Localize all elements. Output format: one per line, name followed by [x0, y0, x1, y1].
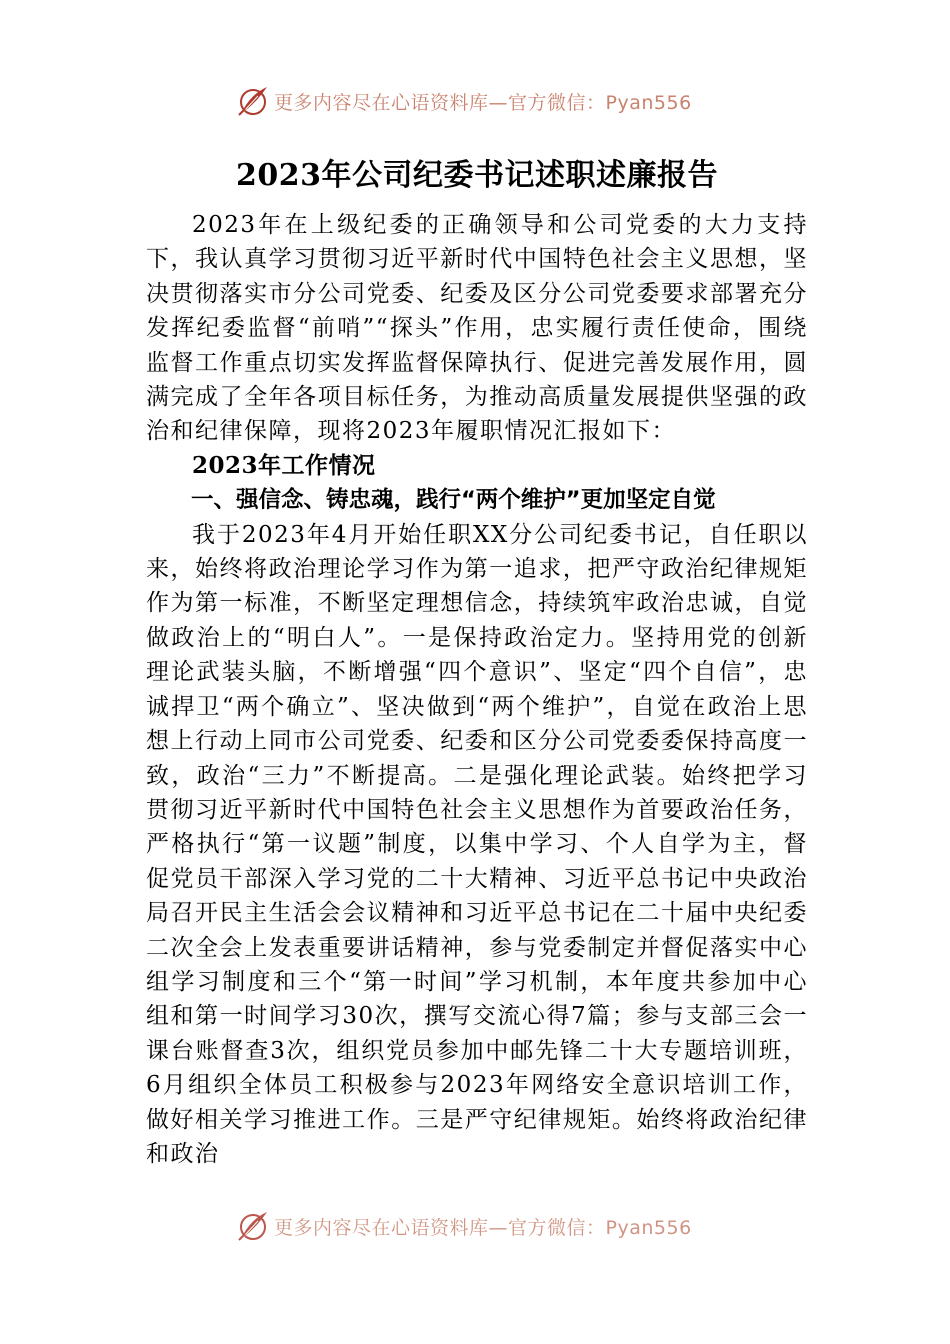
footer-watermark — [236, 1209, 692, 1243]
subsection-heading: 一、强信念、铸忠魂，践行“两个维护”更加坚定自觉 — [191, 487, 716, 514]
watermark-text: 更多内容尽在心语资料库—官方微信：Pyan556 — [274, 91, 692, 114]
document-title: 2023年公司纪委书记述职述廉报告 — [236, 158, 718, 193]
document-body — [146, 150, 808, 1171]
header-watermark — [236, 84, 692, 118]
feather-pen-logo-icon — [236, 84, 270, 118]
watermark-text: 更多内容尽在心语资料库—官方微信：Pyan556 — [274, 1216, 692, 1239]
section-heading: 2023年工作情况 — [192, 451, 376, 479]
body-paragraph: 我于2023年4月开始任职XX分公司纪委书记，自任职以来，始终将政治理论学习作为第一追求，把严守政治纪律规矩作为第一标准，不断坚定理想信念，持续筑牢政治忠诚，自觉做政治上的“明白人”。一是保持政治定力。坚持用党的创新理论武装头脑，不断增强“四个意识”、坚定“四个自信”，忠诚捍卫“两个确立”、坚决做到“两个维护”，自觉在政治上思想上行动上同市公司党委、纪委和区分公司党委委保持高度一致，政治“三力”不断提高。二是强化理论武装。始终把学习贯彻习近平新时代中国特色社会主义思想作为首要政治任务，严格执行“第一议题”制度，以集中学习、个人自学为主，督促党员干部深入学习党的二十大精神、习近平总书记中央政治局召开民主生活会会议精神和习近平总书记在二十届中央纪委二次全会上发表重要讲话精神，参与党委制定并督促落实中心组学习制度和三个“第一时间”学习机制，本年度共参加中心组和第一时间学习30次，撰写交流心得7篇；参与支部三会一课台账督查3次，组织党员参加中邮先锋二十大专题培训班，6月组织全体员工积极参与2023年网络安全意识培训工作，做好相关学习推进工作。三是严守纪律规矩。始终将政治纪律和政治 — [146, 521, 808, 1167]
feather-pen-logo-icon — [236, 1209, 270, 1243]
intro-paragraph: 2023年在上级纪委的正确领导和公司党委的大力支持下，我认真学习贯彻习近平新时代中国特色社会主义思想，坚决贯彻落实市分公司党委、纪委及区分公司党委要求部署充分发挥纪委监督“前哨”“探头”作用，忠实履行责任使命，围绕监督工作重点切实发挥监督保障执行、促进完善发展作用，圆满完成了全年各项目标任务，为推动高质量发展提供坚强的政治和纪律保障，现将2023年履职情况汇报如下： — [146, 212, 808, 445]
